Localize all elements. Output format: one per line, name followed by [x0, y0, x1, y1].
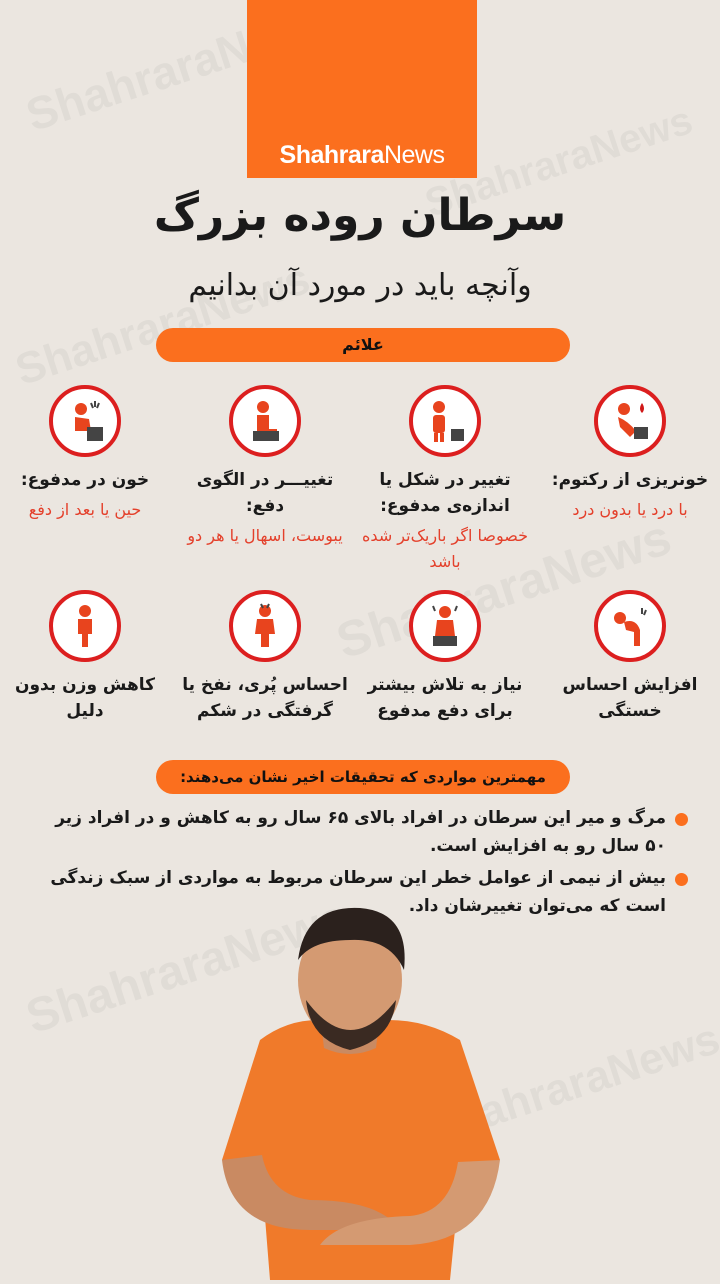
bullet-text: مرگ و میر این سرطان در افراد بالای ۶۵ سال رو به کاهش و در افراد زیر ۵۰ سال رو به افزایش است. [55, 808, 666, 856]
symptom-title: خونریزی از رکتوم: [551, 470, 709, 490]
symptom-title: خون در مدفوع: [20, 470, 150, 490]
man-stomach-pain-illustration [200, 900, 520, 1280]
symptom-item [0, 590, 170, 724]
symptom-item [180, 385, 350, 549]
bloating-icon [229, 590, 301, 662]
symptom-item [545, 590, 715, 724]
weight-loss-icon [49, 590, 121, 662]
symptom-title: تغییـــر در الگوی دفع: [196, 470, 334, 516]
symptom-desc: حین یا بعد از دفع [28, 500, 142, 519]
brand-logo [247, 141, 477, 170]
page-title: سرطان روده بزرگ [153, 190, 567, 241]
brand-banner [247, 0, 477, 178]
strain-icon [409, 590, 481, 662]
symptom-desc: خصوصا اگر باریک‌تر شده باشد [362, 526, 528, 571]
logo-bold: Shahrara [279, 141, 384, 169]
symptom-title: نیاز به تلاش بیشتر برای دفع مدفوع [367, 675, 523, 721]
symptom-item [180, 590, 350, 724]
bullet-text: بیش از نیمی از عوامل خطر این سرطان مربوط به مواردی از سبک زندگی است که می‌توان تغییرشان داد. [50, 868, 666, 916]
symptom-item [0, 385, 170, 523]
symptom-desc: با درد یا بدون درد [572, 500, 688, 519]
symptom-item [545, 385, 715, 523]
fatigue-icon [594, 590, 666, 662]
toilet-pain-icon [49, 385, 121, 457]
bleeding-icon [594, 385, 666, 457]
symptom-item [360, 590, 530, 724]
symptom-title: تغییر در شکل یا اندازه‌ی مدفوع: [379, 470, 511, 516]
page-subtitle: وآنچه باید در مورد آن بدانیم [188, 268, 532, 303]
symptom-desc: یبوست، اسهال یا هر دو [187, 526, 343, 545]
symptom-title: افزایش احساس خستگی [562, 675, 698, 721]
symptoms-heading: علائم [156, 328, 570, 362]
symptom-item [360, 385, 530, 575]
toilet-sitting-icon [229, 385, 301, 457]
bullet-dot [675, 873, 688, 886]
list-item [40, 804, 690, 860]
toilet-icon [409, 385, 481, 457]
research-heading: مهمترین مواردی که تحقیقات اخیر نشان می‌دهند: [156, 760, 570, 794]
symptom-title: کاهش وزن بدون دلیل [14, 675, 156, 721]
bullet-dot [675, 813, 688, 826]
logo-light: News [383, 141, 445, 169]
symptom-title: احساس پُری، نفخ یا گرفتگی در شکم [182, 675, 348, 721]
